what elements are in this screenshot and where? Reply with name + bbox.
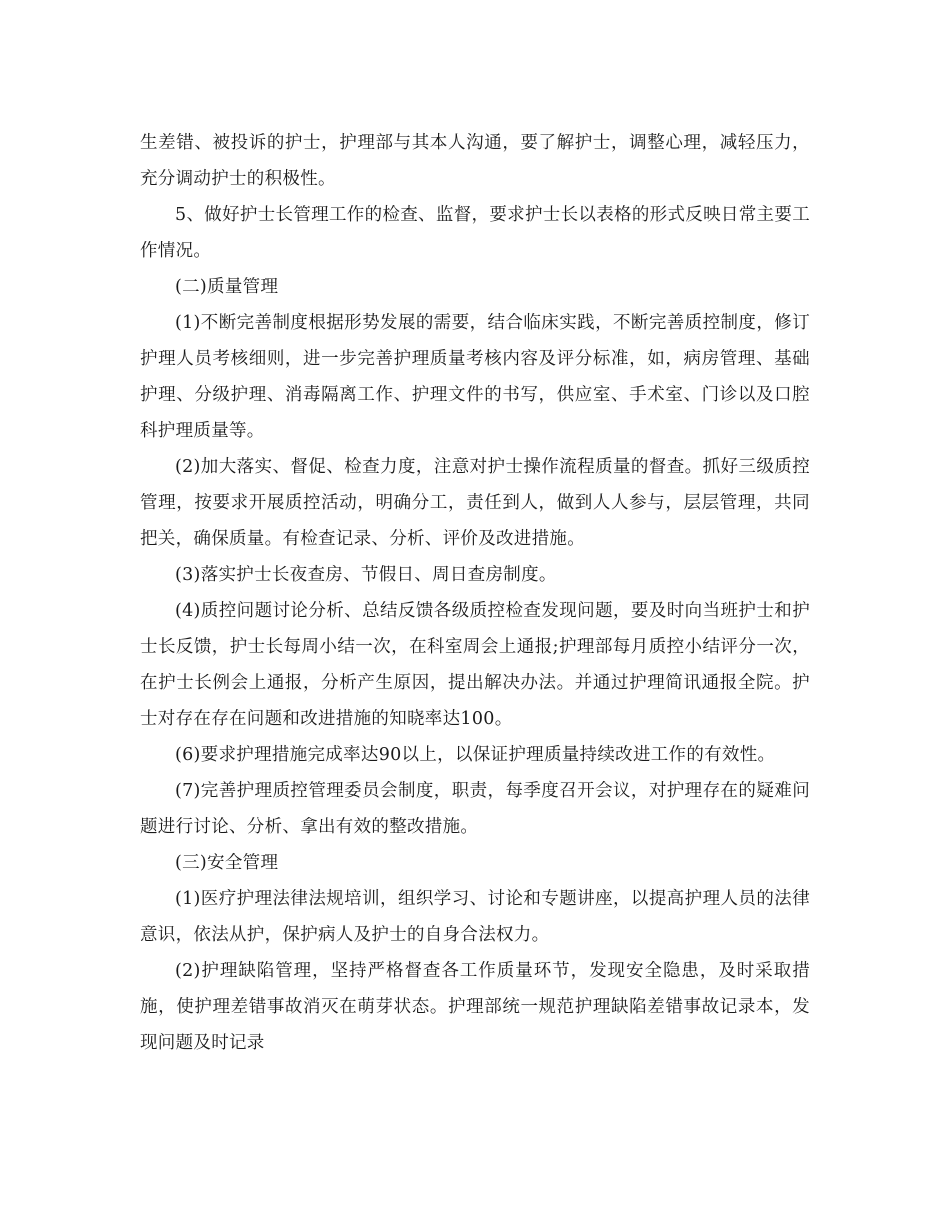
paragraph-6: (3)落实护士长夜查房、节假日、周日查房制度。 <box>175 565 557 585</box>
paragraph-4: (1)不断完善制度根据形势发展的需要，结合临床实践，不断完善质控制度，修订护理人员考核细则，进一步完善护理质量考核内容及评分标准，如，病房管理、基础护理、分级护理、消毒隔离工作、护理文件的书写，供应室、手术室、门诊以及口腔科护理质量等。 <box>140 313 810 441</box>
paragraph-1: 生差错、被投诉的护士，护理部与其本人沟通，要了解护士，调整心理，减轻压力，充分调动护士的积极性。 <box>140 133 810 189</box>
paragraph-2: 5、做好护士长管理工作的检查、监督，要求护士长以表格的形式反映日常主要工作情况。 <box>140 205 810 261</box>
paragraph-7: (4)质控问题讨论分析、总结反馈各级质控检查发现问题，要及时向当班护士和护士长反馈，护士长每周小结一次，在科室周会上通报;护理部每月质控小结评分一次，在护士长例会上通报，分析产生原因，提出解决办法。并通过护理简讯通报全院。护士对存在存在问题和改进措施的知晓率达100。 <box>140 601 810 729</box>
section-heading-safety: (三)安全管理 <box>175 853 279 873</box>
section-heading-quality: (二)质量管理 <box>175 277 279 297</box>
paragraph-9: (7)完善护理质控管理委员会制度，职责，每季度召开会议，对护理存在的疑难问题进行讨论、分析、拿出有效的整改措施。 <box>140 781 810 837</box>
paragraph-8: (6)要求护理措施完成率达90以上，以保证护理质量持续改进工作的有效性。 <box>175 745 776 765</box>
document-body <box>140 125 810 1061</box>
paragraph-5: (2)加大落实、督促、检查力度，注意对护士操作流程质量的督查。抓好三级质控管理，按要求开展质控活动，明确分工，责任到人，做到人人参与，层层管理，共同把关，确保质量。有检查记录、分析、评价及改进措施。 <box>140 457 810 549</box>
paragraph-12: (2)护理缺陷管理，坚持严格督查各工作质量环节，发现安全隐患，及时采取措施，使护理差错事故消灭在萌芽状态。护理部统一规范护理缺陷差错事故记录本，发现问题及时记录 <box>140 961 810 1053</box>
paragraph-11: (1)医疗护理法律法规培训，组织学习、讨论和专题讲座，以提高护理人员的法律意识，依法从护，保护病人及护士的自身合法权力。 <box>140 889 810 945</box>
